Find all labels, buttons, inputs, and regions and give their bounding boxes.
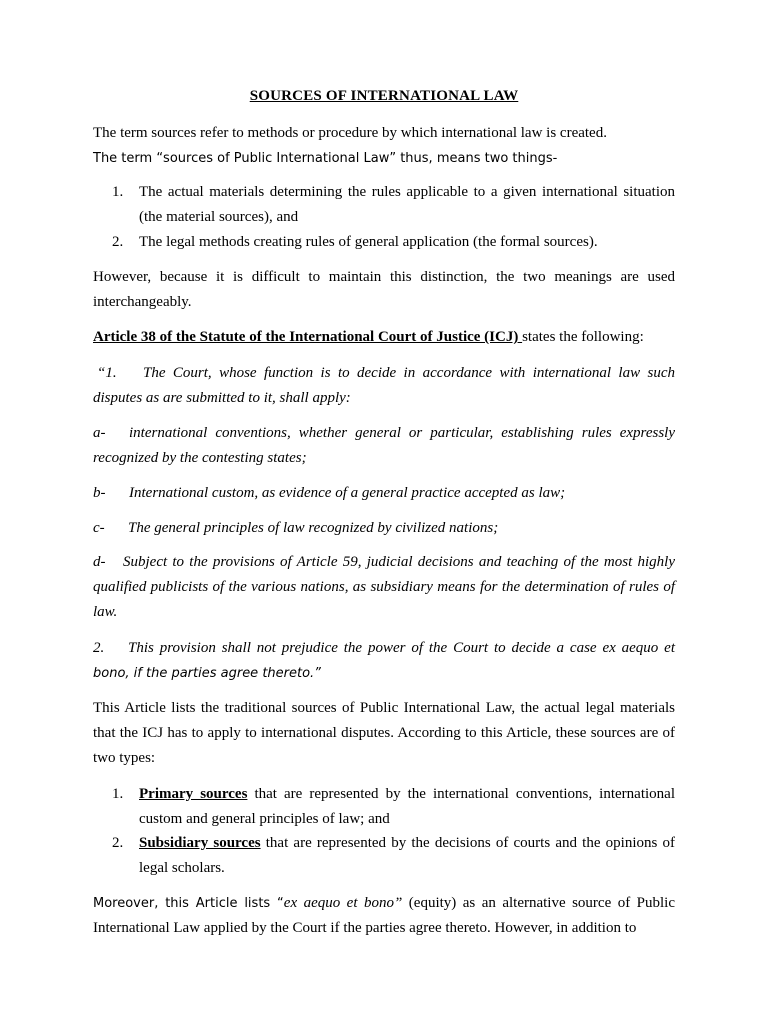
quote-text: International custom, as evidence of a general practice accepted as law; <box>129 485 566 501</box>
quote-text: Subject to the provisions of Article 59, judicial decisions and teaching of the most highly qualified publicists of the various nations, as subsidiary means for the determination of rules of law. <box>93 554 675 620</box>
document-title: SOURCES OF INTERNATIONAL LAW <box>249 88 519 104</box>
list-number: 2. <box>112 835 124 851</box>
quote-text: The Court, whose function is to decide in accordance with international law such disputes as are submitted to it, shall apply: <box>93 365 675 406</box>
list-text-rest: that are represented by the international conventions, international custom and general principles of law; and <box>139 786 675 827</box>
quote-text: This provision shall not prejudice the power of the Court to decide a case ex aequo et <box>128 640 675 656</box>
quote-item-c <box>93 516 675 541</box>
intro-paragraph-1: The term sources refer to methods or procedure by which international law is created. <box>93 125 607 141</box>
moreover-italic: ex aequo et bono” <box>283 895 403 911</box>
moreover-post: (equity) as an alternative source of Public International Law applied by the Court if the parties agree thereto. However, in addition to <box>93 895 676 936</box>
list-number: 1. <box>112 184 124 200</box>
list-text <box>139 831 675 881</box>
quote-paragraph-1 <box>93 361 675 411</box>
list-number: 1. <box>112 786 124 802</box>
quote-item-d <box>93 550 675 625</box>
article-38-link[interactable]: Article 38 of the Statute of the International Court of Justice (ICJ) <box>93 329 523 345</box>
article-heading <box>93 325 675 350</box>
quote-text: The general principles of law recognized by civilized nations; <box>128 520 499 536</box>
quote-item-a <box>93 421 675 471</box>
quote-label: c- <box>93 520 105 536</box>
list-item <box>112 230 675 255</box>
quote-label: a- <box>93 425 106 441</box>
quote-text-continued: bono, if the parties agree thereto.” <box>93 666 321 681</box>
list-text: The actual materials determining the rules applicable to a given international situation (the material sources), and <box>139 184 675 225</box>
list-number: 2. <box>112 234 124 250</box>
list-text-rest: that are represented by the decisions of courts and the opinions of legal scholars. <box>139 835 675 876</box>
intro-paragraph-2: The term “sources of Public International Law” thus, means two things- <box>93 151 558 166</box>
quote-label: “1. <box>97 365 117 381</box>
list-item <box>112 180 675 230</box>
however-paragraph: However, because it is difficult to maintain this distinction, the two meanings are used interchangeably. <box>93 269 675 310</box>
quote-paragraph-2 <box>93 636 675 686</box>
list-text: The legal methods creating rules of general application (the formal sources). <box>139 234 598 250</box>
article-lists-paragraph: This Article lists the traditional sources of Public International Law, the actual legal materials that the ICJ has to apply to international disputes. According to this Article, these sources are of two types: <box>93 700 675 766</box>
list-item <box>112 782 675 832</box>
quote-text: international conventions, whether general or particular, establishing rules expressly recognized by the contesting states; <box>93 425 675 466</box>
quote-label: 2. <box>93 640 105 656</box>
subsidiary-sources-term: Subsidiary sources <box>139 835 261 851</box>
moreover-pre: Moreover, this Article lists “ <box>93 896 284 911</box>
primary-sources-term: Primary sources <box>139 786 248 802</box>
article-heading-rest: states the following: <box>522 329 644 345</box>
quote-label: d- <box>93 554 106 570</box>
list-text <box>139 782 675 832</box>
list-item <box>112 831 675 881</box>
quote-item-b <box>93 481 675 506</box>
moreover-paragraph <box>93 891 675 941</box>
quote-label: b- <box>93 485 106 501</box>
